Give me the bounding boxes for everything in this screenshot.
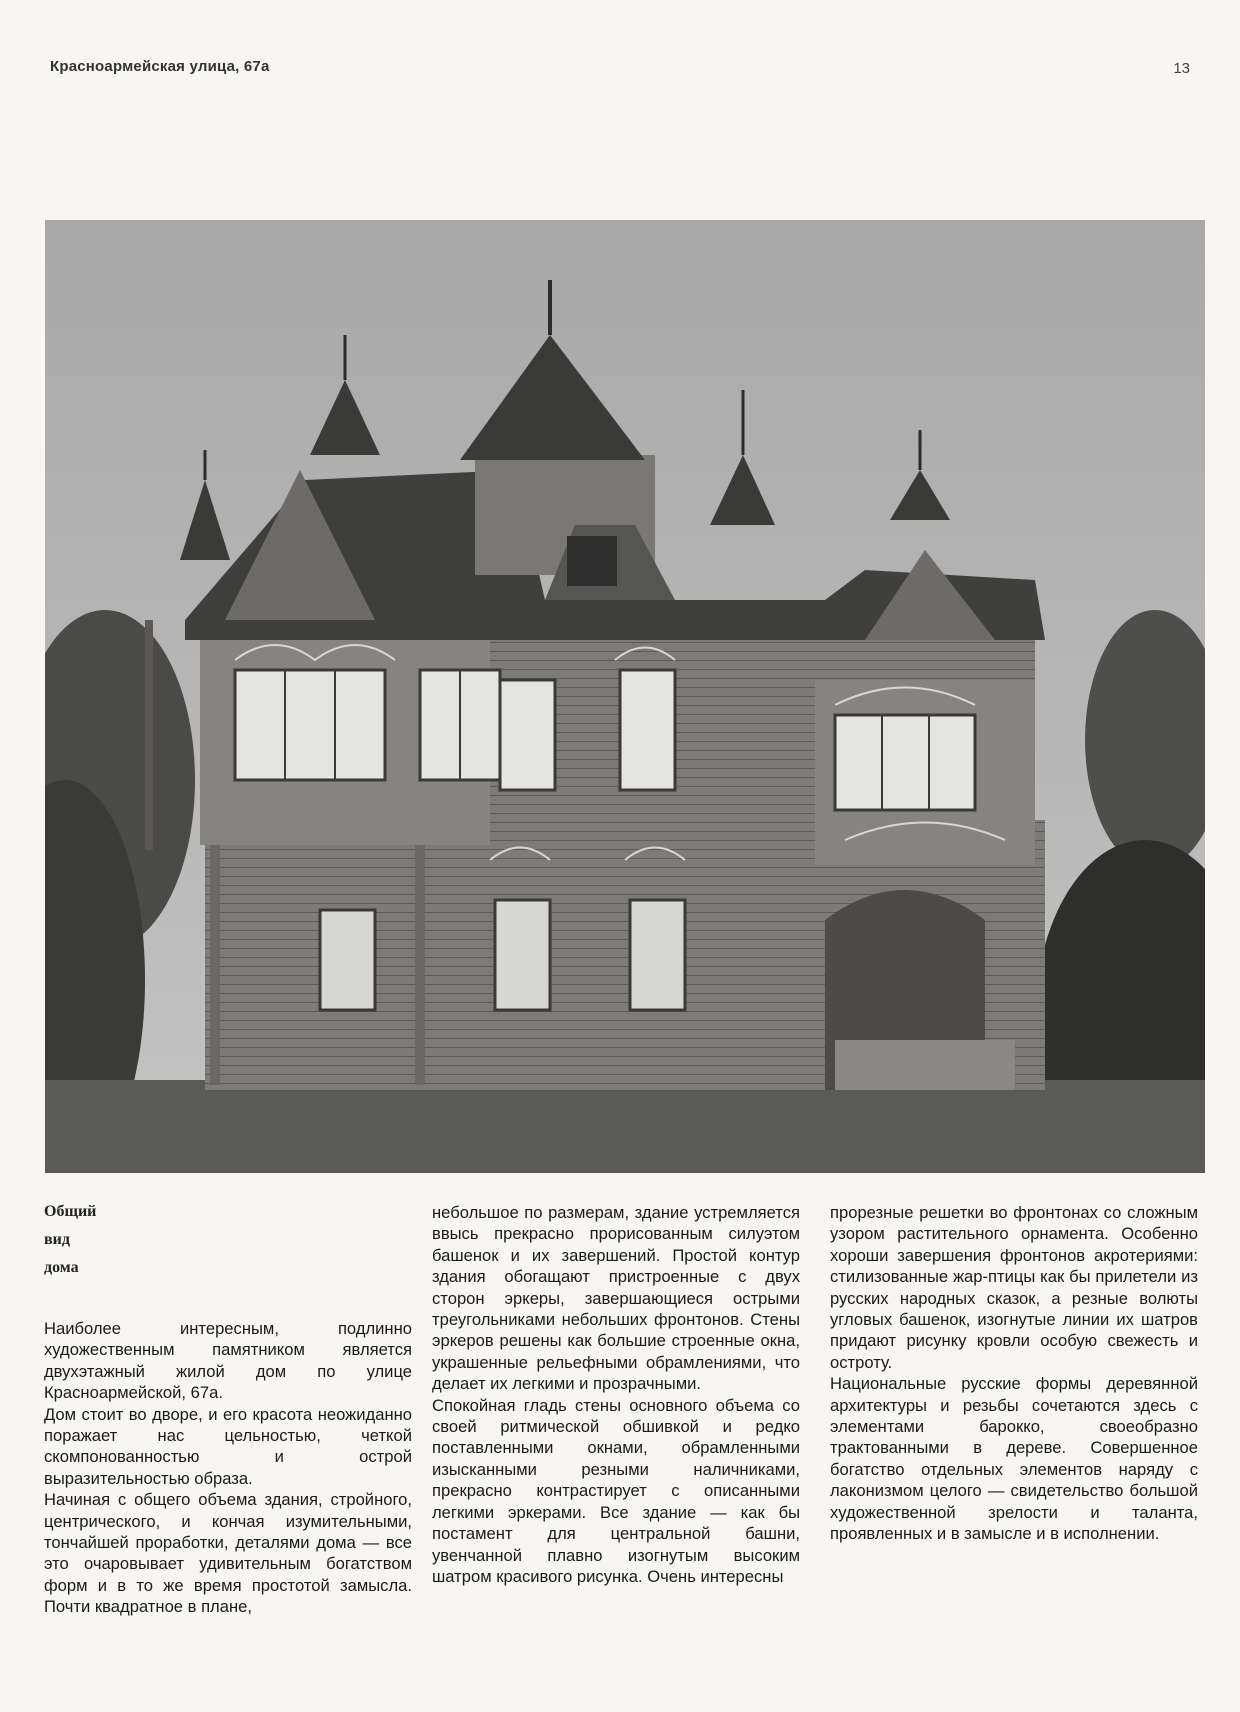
paragraph: Спокойная гладь стены основного объема со своей ритмической обшивкой и редко поставленными окнами, обрамленными изысканными резными наличниками, прекрасно контрастирует с описанными легкими эркерами. Все здание — как бы постамент для центральной башни, увенчанной плавно изогнутым высоким шатром красивого рисунка. Очень интересны — [432, 1395, 800, 1586]
paragraph: Национальные русские формы деревянной архитектуры и резьбы сочетаются здесь с элементами барокко, своеобразно трактованными в дереве. Совершенное богатство отдельных элементов наряду с лаконизмом целого — свидетельство большой художественной зрелости и таланта, проявленных и в замысле и в исполнении. — [830, 1374, 1198, 1544]
page-number: 13 — [1173, 60, 1190, 77]
photo-caption — [44, 1198, 96, 1282]
text-column-3 — [830, 1202, 1198, 1545]
paragraph: прорезные решетки во фронтонах со сложным узором растительного орнамента. Особенно хороши завершения фронтонов акротериями: стилизованные жар-птицы как бы прилетели из русских народных сказок, а резные волюты угловых башенок, изогнутые линии их шатров придают рисунку кровли особую свежесть и остроту. — [830, 1203, 1198, 1372]
paragraph: Начиная с общего объема здания, стройного, центрического, и кончая изумительными, тончайшей проработки, деталями дома — все это очаровывает удивительным богатством форм и в то же время простотой замысла. Почти квадратное в плане, — [44, 1490, 412, 1617]
paragraph: Наиболее интересным, подлинно художественным памятником является двухэтажный жилой дом по улице Красноармейской, 67а. — [44, 1319, 412, 1403]
paragraph: Дом стоит во дворе, и его красота неожиданно поражает нас цельностью, четкой скомпонованностью и острой выразительностью образа. — [44, 1404, 412, 1488]
caption-line: Общий — [44, 1203, 97, 1220]
text-column-1 — [44, 1318, 412, 1618]
caption-line: дома — [44, 1259, 79, 1276]
caption-line: вид — [44, 1231, 70, 1248]
running-title: Красноармейская улица, 67а — [50, 58, 270, 75]
paragraph: небольшое по размерам, здание устремляется ввысь прекрасно прорисованным силуэтом башенок и их завершений. Простой контур здания обогащают пристроенные с двух сторон эркеры, завершающиеся острыми треугольниками небольших фронтонов. Стены эркеров решены как большие строенные окна, украшенные рельефными обрамлениями, что делает их легкими и прозрачными. — [432, 1203, 800, 1394]
house-photograph — [45, 220, 1205, 1173]
text-column-2 — [432, 1202, 800, 1587]
